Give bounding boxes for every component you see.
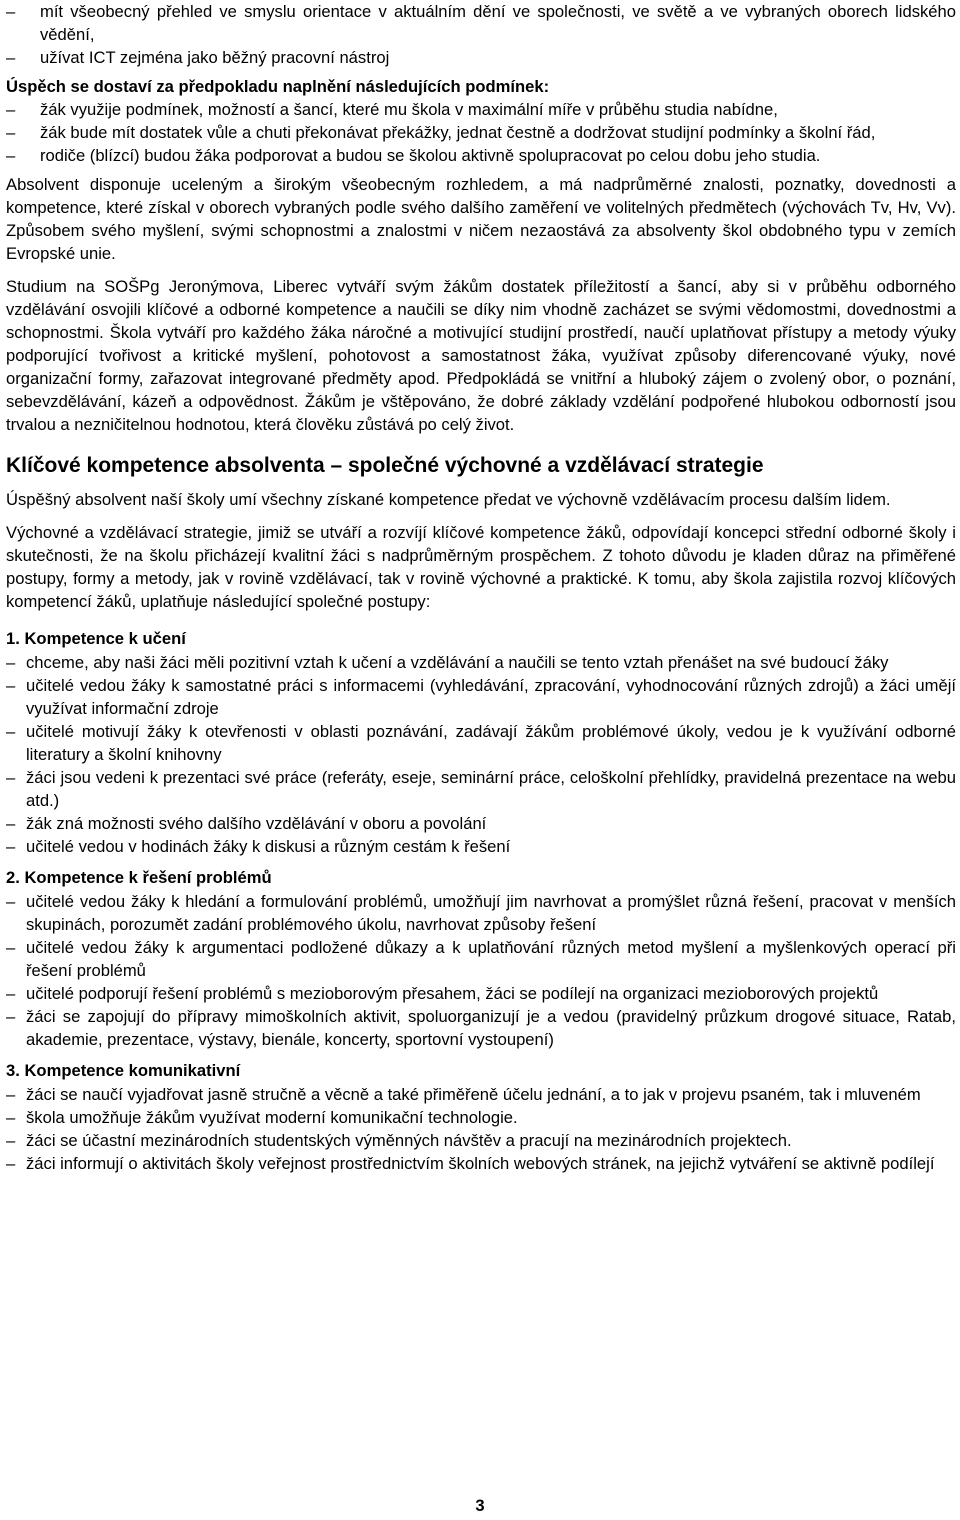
dash-bullet: – — [6, 146, 16, 165]
dash-bullet: – — [6, 676, 16, 695]
paragraph-uspesny: Úspěšný absolvent naší školy umí všechny získané kompetence předat ve výchovně vzdělávacím procesu dalším lidem. — [6, 490, 891, 509]
list-item: – žáci jsou vedeni k prezentaci své práce (referáty, eseje, seminární práce, celoškolní přehlídky, pravidelná prezentace na webu atd.) — [6, 768, 956, 810]
paragraph-absolvent: Absolvent disponuje uceleným a širokým všeobecným rozhledem, a má nadprůměrné znalosti, poznatky, dovednosti a kompetence, které získal v oborech vybraných podle svého dalšího zaměření ve volitelných předmětech (výchovách Tv, Hv, Vv). Způsobem svého myšlení, svými schopnostmi a znalostmi v ničem nezaostává za absolventy škol obdobného typu v zemích Evropské unie. — [6, 175, 956, 263]
document-page — [6, 0, 956, 1175]
list-item: – učitelé vedou v hodinách žáky k diskusi a různým cestám k řešení — [6, 837, 511, 856]
competence-heading-3: 3. Kompetence komunikativní — [6, 1061, 241, 1080]
list-item: – žák využije podmínek, možností a šancí, které mu škola v maximální míře v průběhu studia nabídne, — [6, 100, 778, 119]
list-item: – učitelé podporují řešení problémů s mezioborovým přesahem, žáci se podílejí na organizaci mezioborových projektů — [6, 984, 879, 1003]
competence-heading-1: 1. Kompetence k učení — [6, 629, 186, 648]
list-item: – žák bude mít dostatek vůle a chuti překonávat překážky, jednat čestně a dodržovat studijní podmínky a školní řád, — [6, 123, 876, 142]
list-item: – žák zná možnosti svého dalšího vzdělávání v oboru a povolání — [6, 814, 487, 833]
dash-bullet: – — [6, 837, 16, 856]
dash-bullet: – — [6, 722, 16, 741]
dash-bullet: – — [6, 938, 16, 957]
dash-bullet: – — [6, 123, 16, 142]
list-item: – učitelé motivují žáky k otevřenosti v oblasti poznávání, zadávají žákům problémové úkoly, vedou je k využívání odborné literatury a školní knihovny — [6, 722, 956, 764]
dash-bullet: – — [6, 1154, 16, 1173]
list-item: – žáci informují o aktivitách školy veřejnost prostřednictvím školních webových stránek, na jejichž vytváření se aktivně podílejí — [6, 1154, 935, 1173]
list-item: – škola umožňuje žákům využívat moderní komunikační technologie. — [6, 1108, 518, 1127]
list-item: – mít všeobecný přehled ve smyslu orientace v aktuálním dění ve společnosti, ve světě a ve vybraných oborech lidského vědění, — [6, 2, 956, 44]
list-item: – chceme, aby naši žáci měli pozitivní vztah k učení a vzdělávání a naučili se tento vztah přenášet na své budoucí žáky — [6, 653, 889, 672]
list-item: – učitelé vedou žáky k hledání a formulování problémů, umožňují jim navrhovat a promýšlet různá řešení, pracovat v menších skupinách, porozumět zadání problémového úkolu, navrhovat způsoby řešení — [6, 892, 956, 934]
competence-list-1 — [6, 651, 956, 858]
page-number: 3 — [475, 1496, 485, 1515]
dash-bullet: – — [6, 2, 16, 21]
dash-bullet: – — [6, 984, 16, 1003]
dash-bullet: – — [6, 892, 16, 911]
success-heading: Úspěch se dostaví za předpokladu naplnění následujících podmínek: — [6, 77, 550, 96]
competence-heading-2: 2. Kompetence k řešení problémů — [6, 868, 272, 887]
list-item: – žáci se zapojují do přípravy mimoškolních aktivit, spoluorganizují je a vedou (pravidelný průzkum drogové situace, Ratab, akademie, prezentace, výstavy, bienále, koncerty, sportovní vystoupení) — [6, 1007, 956, 1049]
list-item: – učitelé vedou žáky k argumentaci podložené důkazy a k uplatňování různých metod myšlení a myšlenkových operací při řešení problémů — [6, 938, 956, 980]
dash-bullet: – — [6, 100, 16, 119]
list-item: – užívat ICT zejména jako běžný pracovní nástroj — [6, 48, 390, 67]
dash-bullet: – — [6, 1108, 16, 1127]
success-list — [6, 98, 956, 167]
dash-bullet: – — [6, 1007, 16, 1026]
paragraph-studium: Studium na SOŠPg Jeronýmova, Liberec vytváří svým žákům dostatek příležitostí a šancí, aby si v průběhu odborného vzdělávání osvojili klíčové a odborné kompetence a naučili se díky nim vhodně zacházet se svými vědomostmi, dovednostmi a schopnostmi. Škola vytváří pro každého žáka náročné a motivující studijní prostředí, naučí uplatňovat přístupy a metody výuky podporující tvořivost a kritické myšlení, pohotovost a samostatnost žáka, využívat způsoby diferencované výuky, nové organizační formy, zařazovat integrované předměty apod. Předpokládá se vnitřní a hluboký zájem o zvolený obor, o poznání, sebevzdělávání, kázeň a odpovědnost. Žákům je vštěpováno, že dobré základy vzdělání podpořené hlubokou odborností jsou trvalou a nezničitelnou hodnotou, která člověku zůstává po celý život. — [6, 277, 956, 434]
dash-bullet: – — [6, 1085, 16, 1104]
intro-list — [6, 0, 956, 69]
paragraph-strategie: Výchovné a vzdělávací strategie, jimiž se utváří a rozvíjí klíčové kompetence žáků, odpovídají koncepci střední odborné školy i skutečnosti, že na školu přicházejí kvalitní žáci s nadprůměrným prospěchem. Z tohoto důvodu je kladen důraz na přiměřené postupy, formy a metody, jak v rovině vzdělávací, tak v rovině výchovné a praktické. K tomu, aby škola zajistila rozvoj klíčových kompetencí žáků, uplatňuje následující společné postupy: — [6, 523, 956, 611]
list-item: – učitelé vedou žáky k samostatné práci s informacemi (vyhledávání, zpracování, vyhodnocování různých zdrojů) a žáci umějí využívat informační zdroje — [6, 676, 956, 718]
competence-list-2 — [6, 890, 956, 1051]
dash-bullet: – — [6, 1131, 16, 1150]
dash-bullet: – — [6, 814, 16, 833]
dash-bullet: – — [6, 48, 16, 67]
list-item: – rodiče (blízcí) budou žáka podporovat a budou se školou aktivně spolupracovat po celou dobu jeho studia. — [6, 146, 821, 165]
section-heading: Klíčové kompetence absolventa – společné výchovné a vzdělávací strategie — [6, 454, 764, 477]
competence-list-3 — [6, 1083, 956, 1175]
list-item: – žáci se účastní mezinárodních studentských výměnných návštěv a pracují na mezinárodních projektech. — [6, 1131, 792, 1150]
dash-bullet: – — [6, 768, 16, 787]
dash-bullet: – — [6, 653, 16, 672]
list-item: – žáci se naučí vyjadřovat jasně stručně a věcně a také přiměřeně účelu jednání, a to jak v projevu psaném, tak i mluveném — [6, 1085, 921, 1104]
